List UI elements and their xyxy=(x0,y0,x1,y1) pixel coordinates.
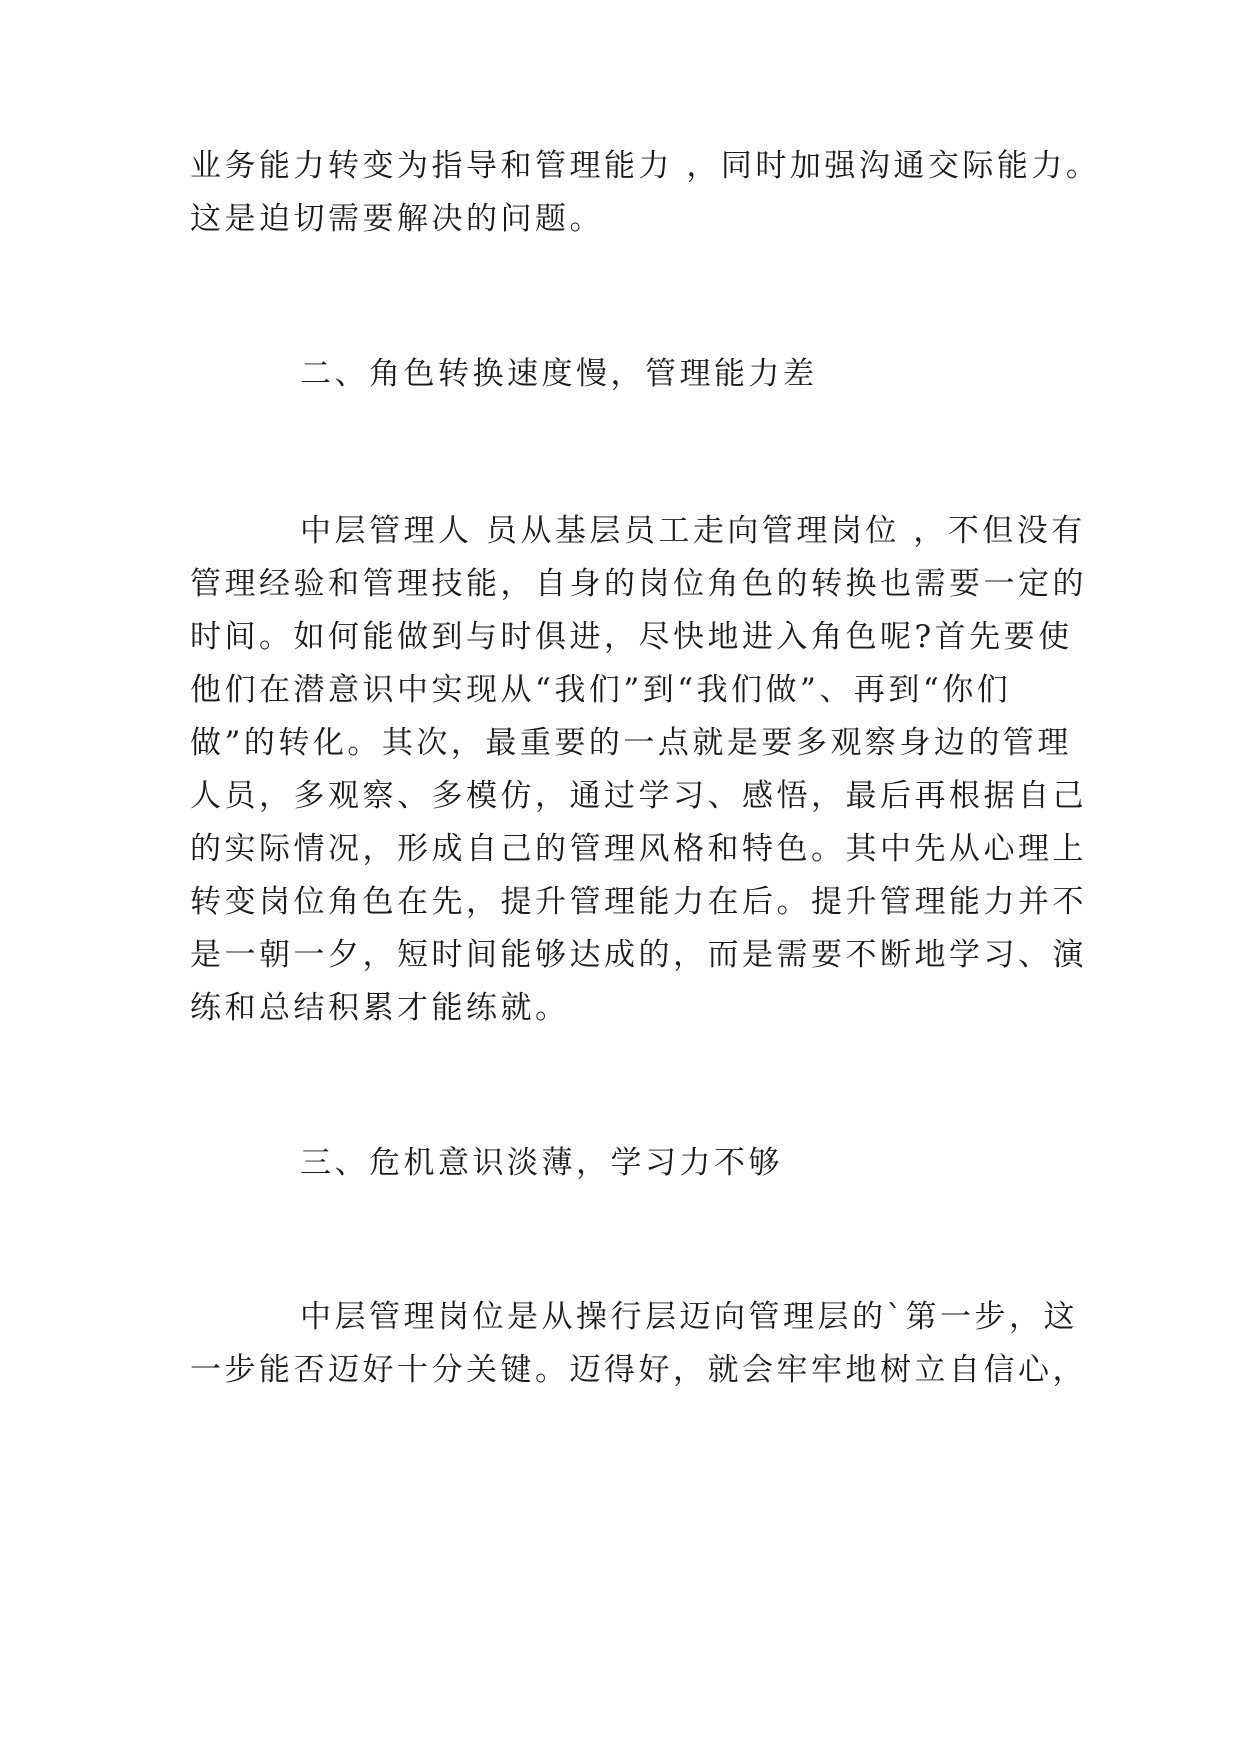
paragraph-line: 中层管理人 员从基层员工走向管理岗位 ，不但没有 xyxy=(300,513,1086,549)
paragraph-line: 人员，多观察、多模仿，通过学习、感悟，最后再根据自己 xyxy=(190,778,1087,814)
paragraph-line: 中层管理岗位是从操行层迈向管理层的`第一步，这 xyxy=(300,1299,1078,1335)
paragraph-line: 他们在潜意识中实现从“我们”到“我们做”、再到“你们 xyxy=(190,672,1012,708)
paragraph-line: 时间。如何能做到与时俱进，尽快地进入角色呢?首先要使 xyxy=(190,619,1073,655)
paragraph-line: 管理经验和管理技能，自身的岗位角色的转换也需要一定的 xyxy=(190,566,1087,602)
paragraph-line: 这是迫切需要解决的问题。 xyxy=(190,201,604,237)
paragraph-line: 是一朝一夕，短时间能够达成的，而是需要不断地学习、演 xyxy=(190,937,1087,973)
paragraph-line: 做”的转化。其次，最重要的一点就是要多观察身边的管理 xyxy=(190,725,1072,761)
paragraph-line: 一步能否迈好十分关键。迈得好，就会牢牢地树立自信心， xyxy=(190,1352,1087,1388)
paragraph-line: 业务能力转变为指导和管理能力 ，同时加强沟通交际能力。 xyxy=(190,148,1101,184)
paragraph-line: 转变岗位角色在先，提升管理能力在后。提升管理能力并不 xyxy=(190,884,1087,920)
section-heading-3: 三、危机意识淡薄，学习力不够 xyxy=(300,1145,783,1181)
paragraph-line: 练和总结积累才能练就。 xyxy=(190,990,570,1026)
section-heading-2: 二、角色转换速度慢，管理能力差 xyxy=(300,356,818,392)
paragraph-line: 的实际情况，形成自己的管理风格和特色。其中先从心理上 xyxy=(190,831,1087,867)
